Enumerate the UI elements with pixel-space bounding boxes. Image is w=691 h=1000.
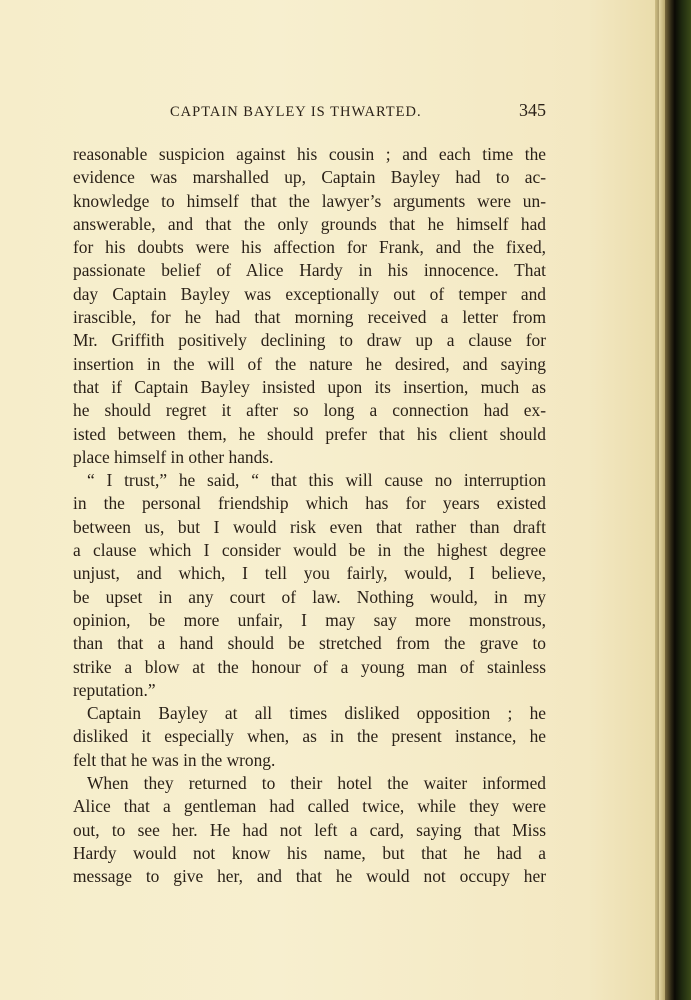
page-edge — [659, 0, 665, 1000]
text-line: evidence was marshalled up, Captain Bayley had to ac- — [73, 167, 546, 188]
text-line: “ I trust,” he said, “ that this will cause no interruption — [87, 470, 546, 491]
text-line: Alice that a gentleman had called twice, while they were — [73, 796, 546, 817]
text-line: day Captain Bayley was exceptionally out of temper and — [73, 283, 546, 304]
text-line: than that a hand should be stretched from the grave to — [73, 633, 546, 654]
page-number: 345 — [519, 100, 546, 120]
running-head: CAPTAIN BAYLEY IS THWARTED. — [170, 104, 422, 120]
text-line: Captain Bayley at all times disliked opposition ; he — [87, 703, 546, 724]
text-line: Mr. Griffith positively declining to draw up a clause for — [73, 330, 546, 351]
text-line: irascible, for he had that morning received a letter from — [73, 307, 546, 328]
text-line: for his doubts were his affection for Frank, and the fixed, — [73, 237, 546, 258]
text-line: a clause which I consider would be in the highest degree — [73, 540, 546, 561]
text-line: reputation.” — [73, 679, 156, 700]
text-line: message to give her, and that he would not occupy her — [73, 866, 546, 887]
text-line: be upset in any court of law. Nothing would, in my — [73, 586, 546, 607]
text-line: isted between them, he should prefer that his client should — [73, 423, 546, 444]
text-line: out, to see her. He had not left a card, saying that Miss — [73, 819, 546, 840]
text-line: answerable, and that the only grounds that he himself had — [73, 213, 546, 234]
page-header — [73, 100, 546, 126]
text-line: place himself in other hands. — [73, 446, 274, 467]
body-text — [73, 143, 546, 889]
text-line: felt that he was in the wrong. — [73, 749, 276, 770]
text-line: in the personal friendship which has for years existed — [73, 493, 546, 514]
text-line: knowledge to himself that the lawyer’s arguments were un- — [73, 190, 546, 211]
text-line: reasonable suspicion against his cousin ; and each time the — [73, 144, 546, 164]
text-line: that if Captain Bayley insisted upon its insertion, much as — [73, 376, 546, 397]
text-line: between us, but I would risk even that rather than draft — [73, 516, 546, 537]
text-line: Hardy would not know his name, but that he had a — [73, 842, 546, 863]
text-line: unjust, and which, I tell you fairly, would, I believe, — [73, 563, 546, 584]
text-line: he should regret it after so long a connection had ex- — [73, 400, 546, 421]
text-line: insertion in the will of the nature he desired, and saying — [73, 353, 546, 374]
text-line: passionate belief of Alice Hardy in his innocence. That — [73, 260, 546, 281]
text-line: When they returned to their hotel the waiter informed — [87, 773, 546, 794]
text-line: disliked it especially when, as in the present instance, he — [73, 726, 546, 747]
text-line: strike a blow at the honour of a young man of stainless — [73, 656, 546, 677]
text-line: opinion, be more unfair, I may say more monstrous, — [73, 609, 546, 630]
